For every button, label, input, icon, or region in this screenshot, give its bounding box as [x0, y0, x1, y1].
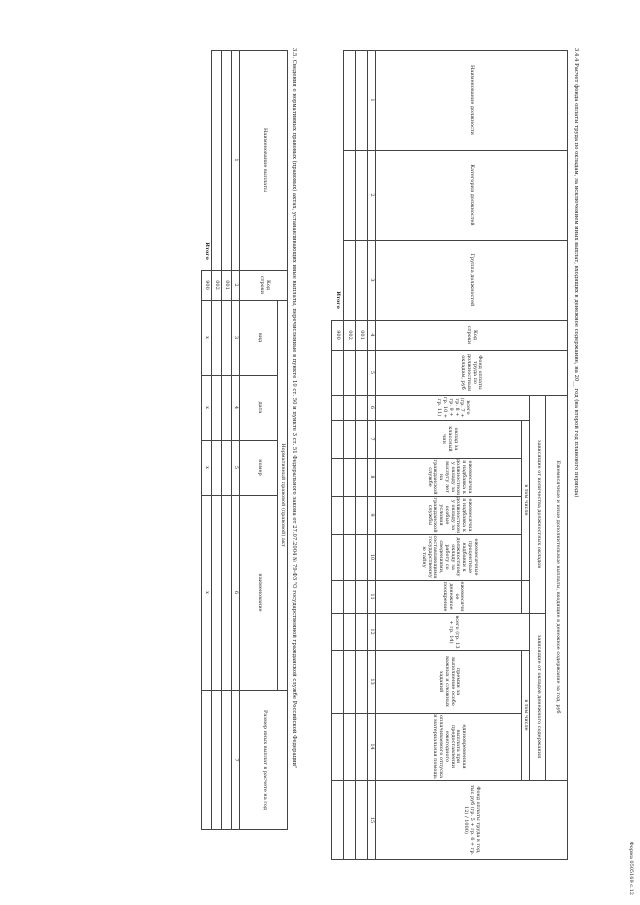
t2-col-num-4: 4: [233, 405, 240, 410]
hdr-state-secret: ежемесячные процентные надбавки к должностному окладу за работу со сведениями, составляющими государственную тайну: [421, 535, 479, 579]
col-num-8: 8: [369, 475, 376, 479]
t2-total-x-number: x: [204, 466, 211, 469]
t2-total-label: Итого: [204, 242, 211, 260]
t2-col-num-1: 1: [233, 158, 240, 162]
col-num-9: 9: [369, 513, 376, 517]
t2-hdr-number: номер: [256, 459, 263, 476]
section-35-title: 3.5. Сведения о нормативных правовых (правовых) актах, устанавливающих иные выплаты, перечисленные в пункте 10 ст. 50 и пункте 3 ст. 51 Федерального закона от 27.07.2004 № 79-ФЗ "О государственной гражданской службе Российской Федерации": [291, 48, 297, 769]
col-num-14: 14: [369, 743, 376, 750]
col-num-12: 12: [369, 628, 376, 635]
hdr-bonuses: премии за выполнение особо важных и сложных заданий: [438, 656, 462, 707]
hdr-depends-on-salary: зависящие от количества должностных окладов: [535, 439, 542, 569]
hdr-seniority-bonus: ежемесячная надбавка к должностному окладу за выслугу лет на гражданской службе: [426, 459, 473, 496]
t2-col-num-6: 6: [233, 590, 240, 595]
total-label: Итого: [335, 291, 342, 309]
t2-total-x-name: x: [204, 591, 211, 594]
form-header: Форма 0505169 с.12: [628, 841, 634, 895]
row-code-001: 001: [359, 330, 366, 340]
t1-colnum-top: [375, 50, 376, 860]
hdr-special-conditions: ежемесячная надбавка к должностному окладу за особые условия гражданской службы: [426, 497, 473, 534]
row-code-900: 900: [335, 330, 342, 340]
t1-total-bottom: [331, 320, 332, 860]
hdr-total-13-14: всего (гр. 13 + гр. 14): [448, 615, 460, 649]
hdr-position-category: Категория должностей: [468, 164, 475, 226]
t2-hdr-type: вид: [256, 332, 263, 343]
t2-col-num-2: 2: [233, 283, 240, 287]
t2-row-code-001: 001: [224, 280, 231, 290]
col-num-2: 2: [369, 193, 376, 197]
t2-left-border: [212, 50, 288, 51]
t2-hdr-date: дата: [256, 401, 263, 414]
t2-hdr-other-payments: Размер иных выплат в расчете на год: [261, 710, 268, 810]
t2-top-border: [287, 50, 288, 830]
col-num-3: 3: [369, 278, 376, 282]
hdr-depends-on-content: зависящие от окладов денежного содержания: [535, 634, 542, 759]
t2-hdr-legal-act: Нормативный правовой (правовой) акт: [280, 443, 287, 547]
t1-top-border: [567, 50, 568, 860]
hdr-monthly-incentive: ежемесячное денежное поощрение: [442, 581, 466, 612]
t1-left-border: [344, 50, 568, 51]
hdr-row-code: Код строки: [466, 325, 478, 345]
t2-hdr-row-code: Код строки: [259, 275, 271, 295]
section-34-title: 3.4.4 Расчет фонда оплаты труда по окладам, за исключением иных выплат, входящих в денежное содержание, на 20__ год (на второй год планового периода): [573, 48, 579, 498]
hdr-including: в том числе: [523, 484, 530, 516]
col-num-1: 1: [369, 98, 376, 102]
col-num-13: 13: [369, 678, 376, 685]
col-num-10: 10: [369, 553, 376, 561]
col-num-6: 6: [369, 405, 376, 410]
hdr-including-2: в том числе: [523, 699, 530, 731]
hdr-salary-fund: Фонд оплаты труда по должностным окладам, руб: [460, 354, 484, 391]
row-code-002: 002: [347, 330, 354, 340]
t2-v6: [202, 690, 288, 691]
col-num-7: 7: [369, 437, 376, 441]
hdr-group-allowances: Ежемесячные и иные дополнительные выплаты, входящие в денежное содержание за год, руб: [554, 460, 561, 714]
t2-col-num-5: 5: [233, 465, 240, 470]
hdr-position-name: Наименование должности: [468, 65, 475, 135]
hdr-fund-total: Фонд оплаты труда в год, тыс руб (гр. 5 + гр. 6 + гр. 12) / 1000): [463, 784, 481, 856]
t2-total-x-type: x: [204, 336, 211, 339]
hdr-class-rank: оклад за классный чин: [441, 426, 459, 452]
t1-v1: [344, 150, 568, 151]
t2-total-x-date: x: [204, 406, 211, 409]
col-num-11: 11: [369, 593, 376, 600]
t1-row1-bottom: [355, 50, 356, 860]
t2-hdr-act-name: наименование: [256, 573, 263, 612]
col-num-15: 15: [369, 816, 376, 824]
t1-depends2-line: [529, 613, 530, 780]
salary-fund-table: [328, 50, 568, 860]
hdr-total-formula: всего (гр. 7 + гр. 8 + гр. 9 + гр. 10 + гр. 11): [436, 396, 472, 419]
t2-col-num-3: 3: [233, 335, 240, 340]
t2-right-border: [202, 829, 288, 830]
hdr-lump-sum: единовременная выплата при предоставлении ежегодного оплачиваемого отпуска и материальная помощь: [432, 714, 468, 779]
t2-row-code-900: 900: [204, 280, 211, 290]
t1-group-sub: [545, 395, 546, 780]
t2-col-num-7: 7: [233, 758, 240, 762]
t2-row-code-002: 002: [214, 280, 221, 290]
t1-v-split: [332, 613, 546, 614]
t1-v2: [344, 240, 568, 241]
col-num-4: 4: [369, 333, 376, 337]
col-num-5: 5: [369, 370, 376, 375]
t2-hdr-payment-name: Наименование выплаты: [261, 128, 268, 192]
t1-row2-bottom: [343, 50, 344, 860]
legal-acts-table: [200, 50, 288, 830]
hdr-position-group: Группа должностей: [468, 253, 475, 307]
